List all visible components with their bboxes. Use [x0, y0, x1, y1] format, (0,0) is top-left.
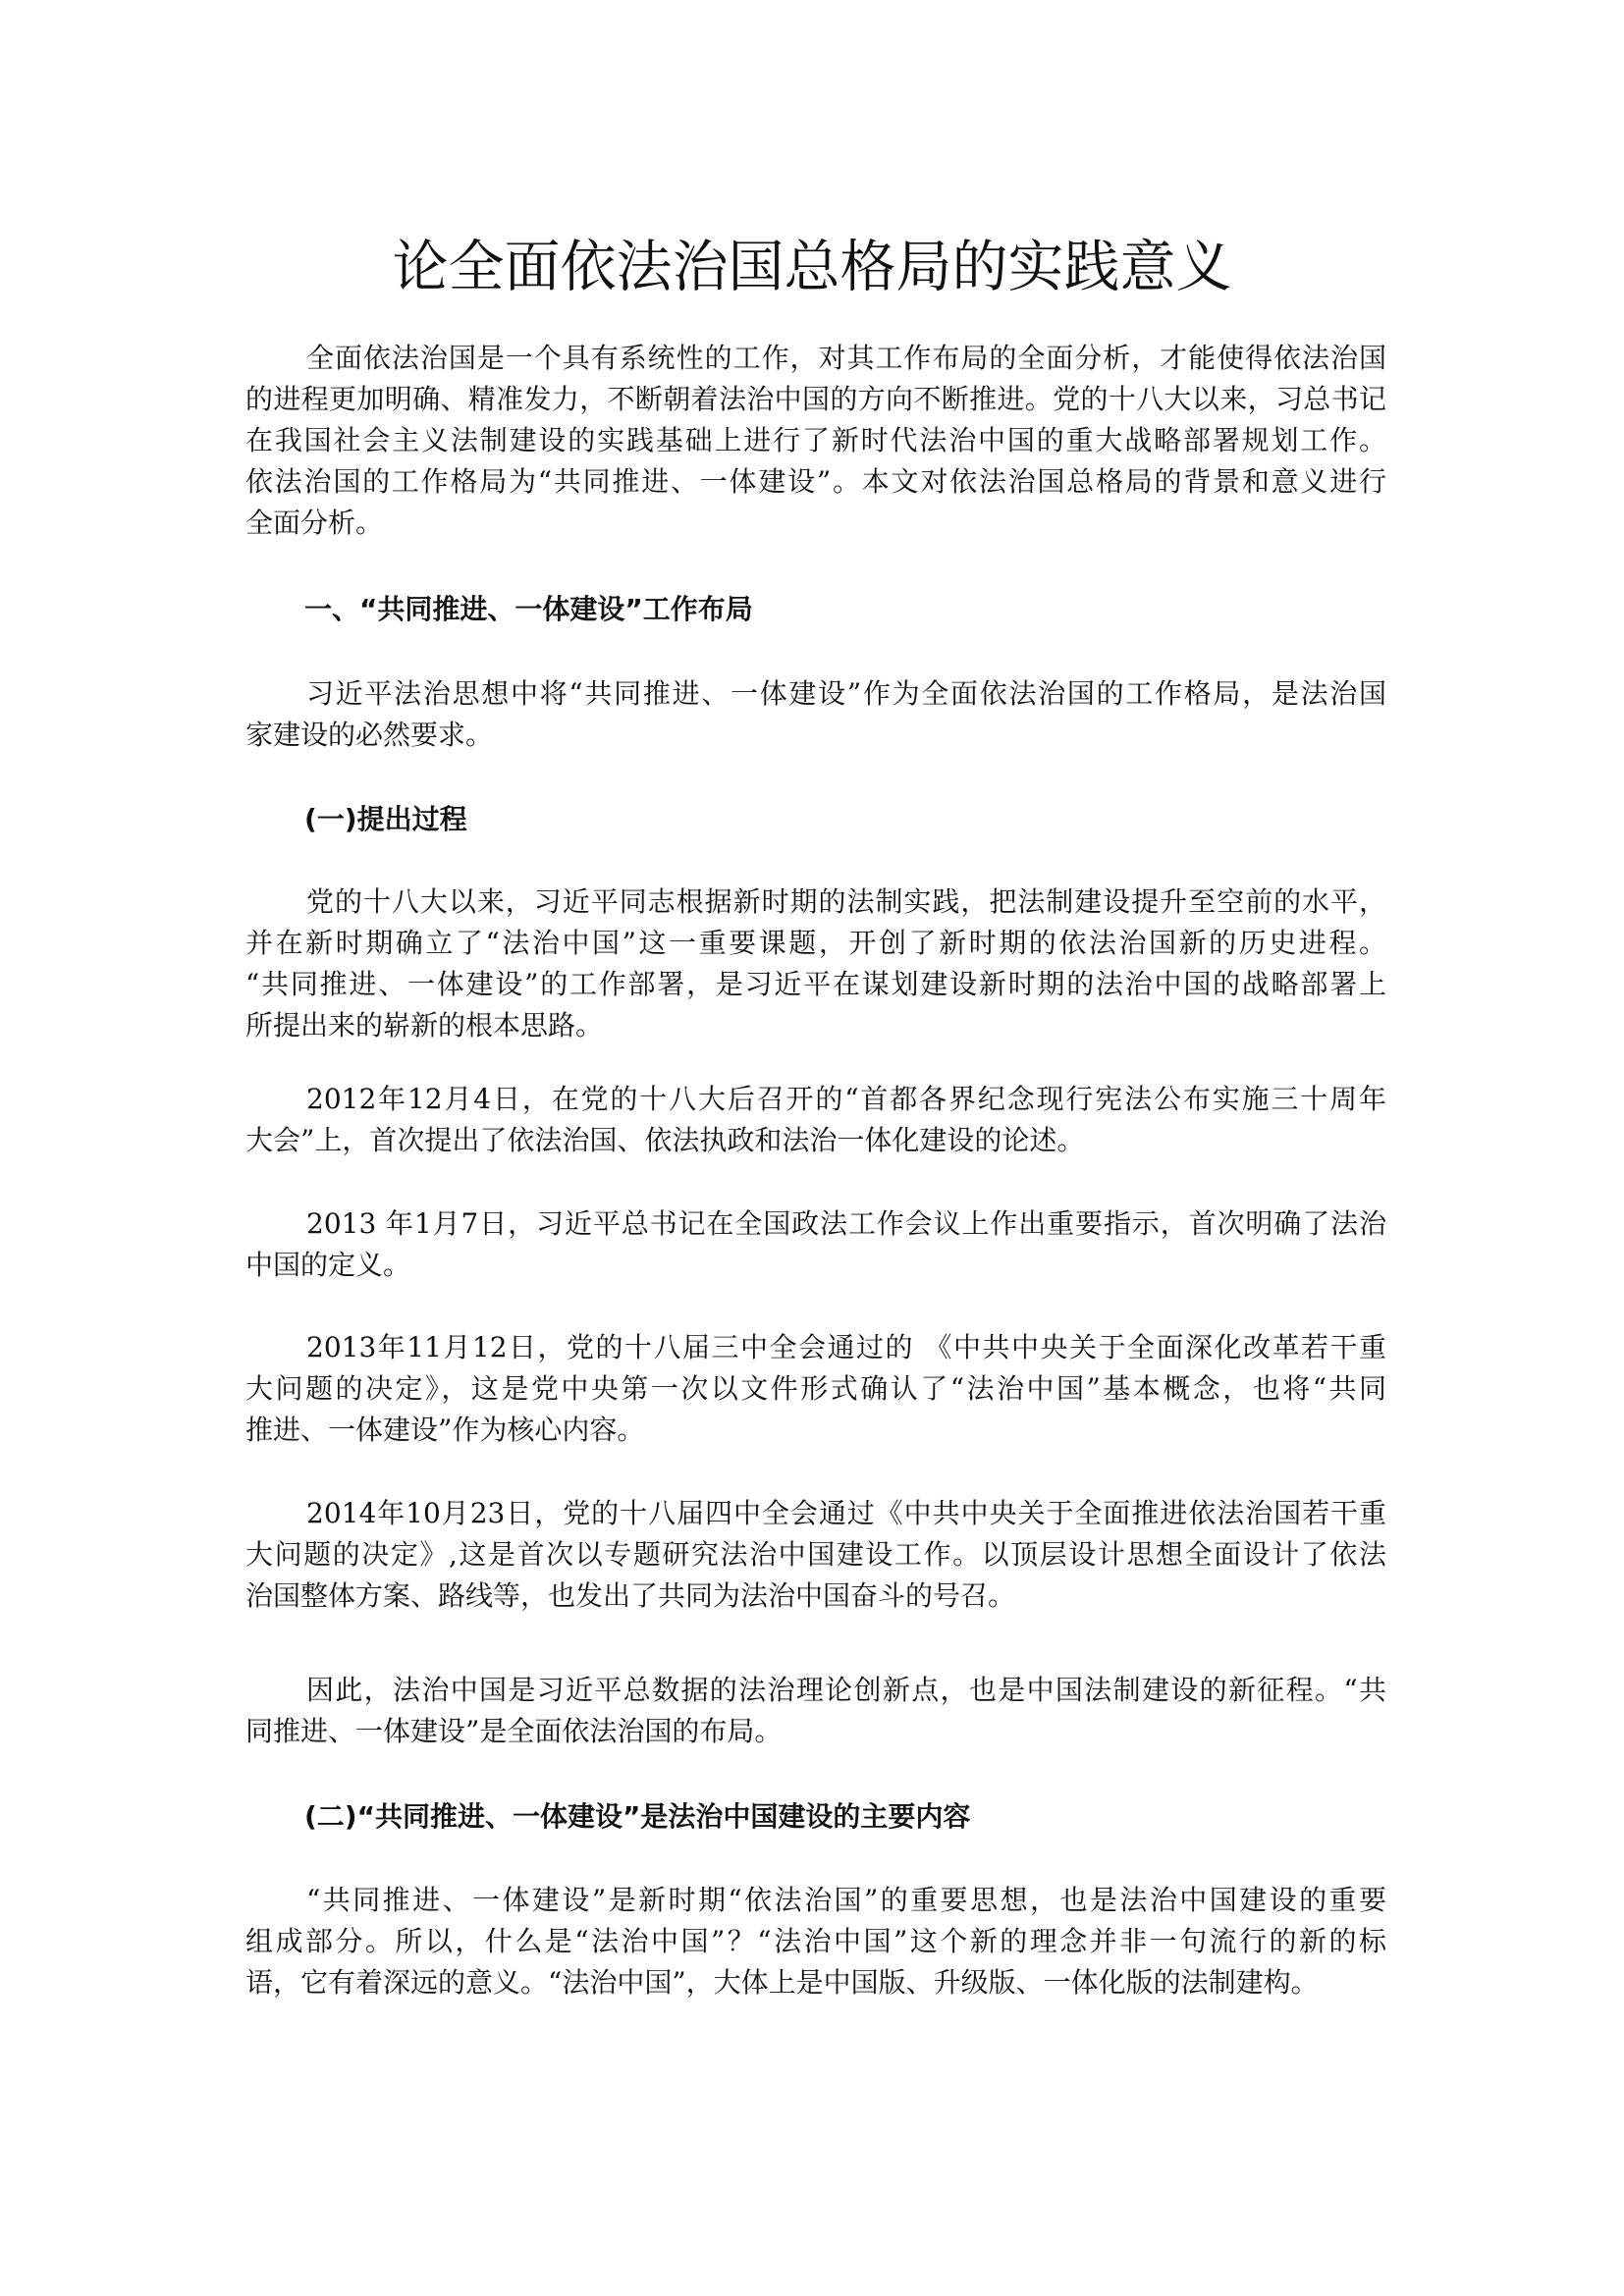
- paragraph: [245, 1880, 1386, 2003]
- text-line: 并在新时期确立了“法治中国”这一重要课题，开创了新时期的依法治国新的历史进程。: [245, 927, 1386, 959]
- text-line: 的进程更加明确、精准发力，不断朝着法治中国的方向不断推进。党的十八大以来，习总书记: [245, 383, 1386, 415]
- text-line: 全面分析。: [245, 507, 384, 539]
- text-line: 习近平法治思想中将“共同推进、一体建设”作为全面依法治国的工作格局，是法治国: [306, 677, 1386, 710]
- paragraph: [245, 673, 1386, 756]
- paragraph: [245, 1203, 1386, 1286]
- section-heading: 一、“共同推进、一体建设”工作布局: [304, 593, 753, 625]
- text-line: 推进、一体建设”作为核心内容。: [245, 1414, 645, 1446]
- text-line: 因此，法治中国是习近平总数据的法治理论创新点，也是中国法制建设的新征程。“共: [306, 1674, 1386, 1706]
- text-line: 2013年11月12日，党的十八届三中全会通过的 《中共中央关于全面深化改革若干重: [306, 1331, 1386, 1363]
- paragraph: [245, 881, 1386, 1046]
- text-line: 大问题的决定》,这是首次以专题研究法治中国建设工作。以顶层设计思想全面设计了依法: [245, 1538, 1386, 1571]
- text-line: 2013 年1月7日，习近平总书记在全国政法工作会议上作出重要指示，首次明确了法治: [306, 1207, 1386, 1240]
- text-line: 组成部分。所以，什么是“法治中国”？“法治中国”这个新的理念并非一句流行的新的标: [245, 1925, 1386, 1957]
- text-line: 中国的定义。: [245, 1249, 411, 1281]
- text-line: 在我国社会主义法制建设的实践基础上进行了新时代法治中国的重大战略部署规划工作。: [245, 424, 1386, 456]
- paragraph: [245, 1670, 1386, 1752]
- subsection-heading: (一)提出过程: [304, 803, 467, 835]
- text-line: 语，它有着深远的意义。“法治中国”，大体上是中国版、升级版、一体化版的法制建构。: [245, 1966, 1319, 1999]
- text-line: “共同推进、一体建设”的工作部署，是习近平在谋划建设新时期的法治中国的战略部署上: [245, 968, 1386, 1000]
- text-line: 所提出来的崭新的根本思路。: [245, 1009, 604, 1041]
- text-line: 治国整体方案、路线等，也发出了共同为法治中国奋斗的号召。: [245, 1579, 1016, 1612]
- paragraph: [245, 1079, 1386, 1161]
- text-line: 全面依法治国是一个具有系统性的工作，对其工作布局的全面分析，才能使得依法治国: [306, 342, 1386, 374]
- paragraph: [245, 1327, 1386, 1451]
- text-line: 2012年12月4日，在党的十八大后召开的“首都各界纪念现行宪法公布实施三十周年: [306, 1083, 1386, 1115]
- text-line: 依法治国的工作格局为“共同推进、一体建设”。本文对依法治国总格局的背景和意义进行: [245, 465, 1386, 498]
- text-line: 大问题的决定》，这是党中央第一次以文件形式确认了“法治中国”基本概念，也将“共同: [245, 1372, 1386, 1405]
- text-line: 2014年10月23日，党的十八届四中全会通过《中共中央关于全面推进依法治国若干重: [306, 1497, 1386, 1529]
- document-title: 论全面依法治国总格局的实践意义: [392, 235, 1232, 299]
- text-line: 大会”上，首次提出了依法治国、依法执政和法治一体化建设的论述。: [245, 1124, 1085, 1156]
- text-line: “共同推进、一体建设”是新时期“依法治国”的重要思想，也是法治中国建设的重要: [306, 1884, 1386, 1916]
- text-line: 同推进、一体建设”是全面依法治国的布局。: [245, 1715, 783, 1747]
- subsection-heading: (二)“共同推进、一体建设”是法治中国建设的主要内容: [304, 1800, 971, 1833]
- paragraph: [245, 338, 1386, 544]
- text-line: 家建设的必然要求。: [245, 719, 494, 751]
- text-line: 党的十八大以来，习近平同志根据新时期的法制实践，把法制建设提升至空前的水平，: [306, 885, 1386, 918]
- paragraph: [245, 1493, 1386, 1617]
